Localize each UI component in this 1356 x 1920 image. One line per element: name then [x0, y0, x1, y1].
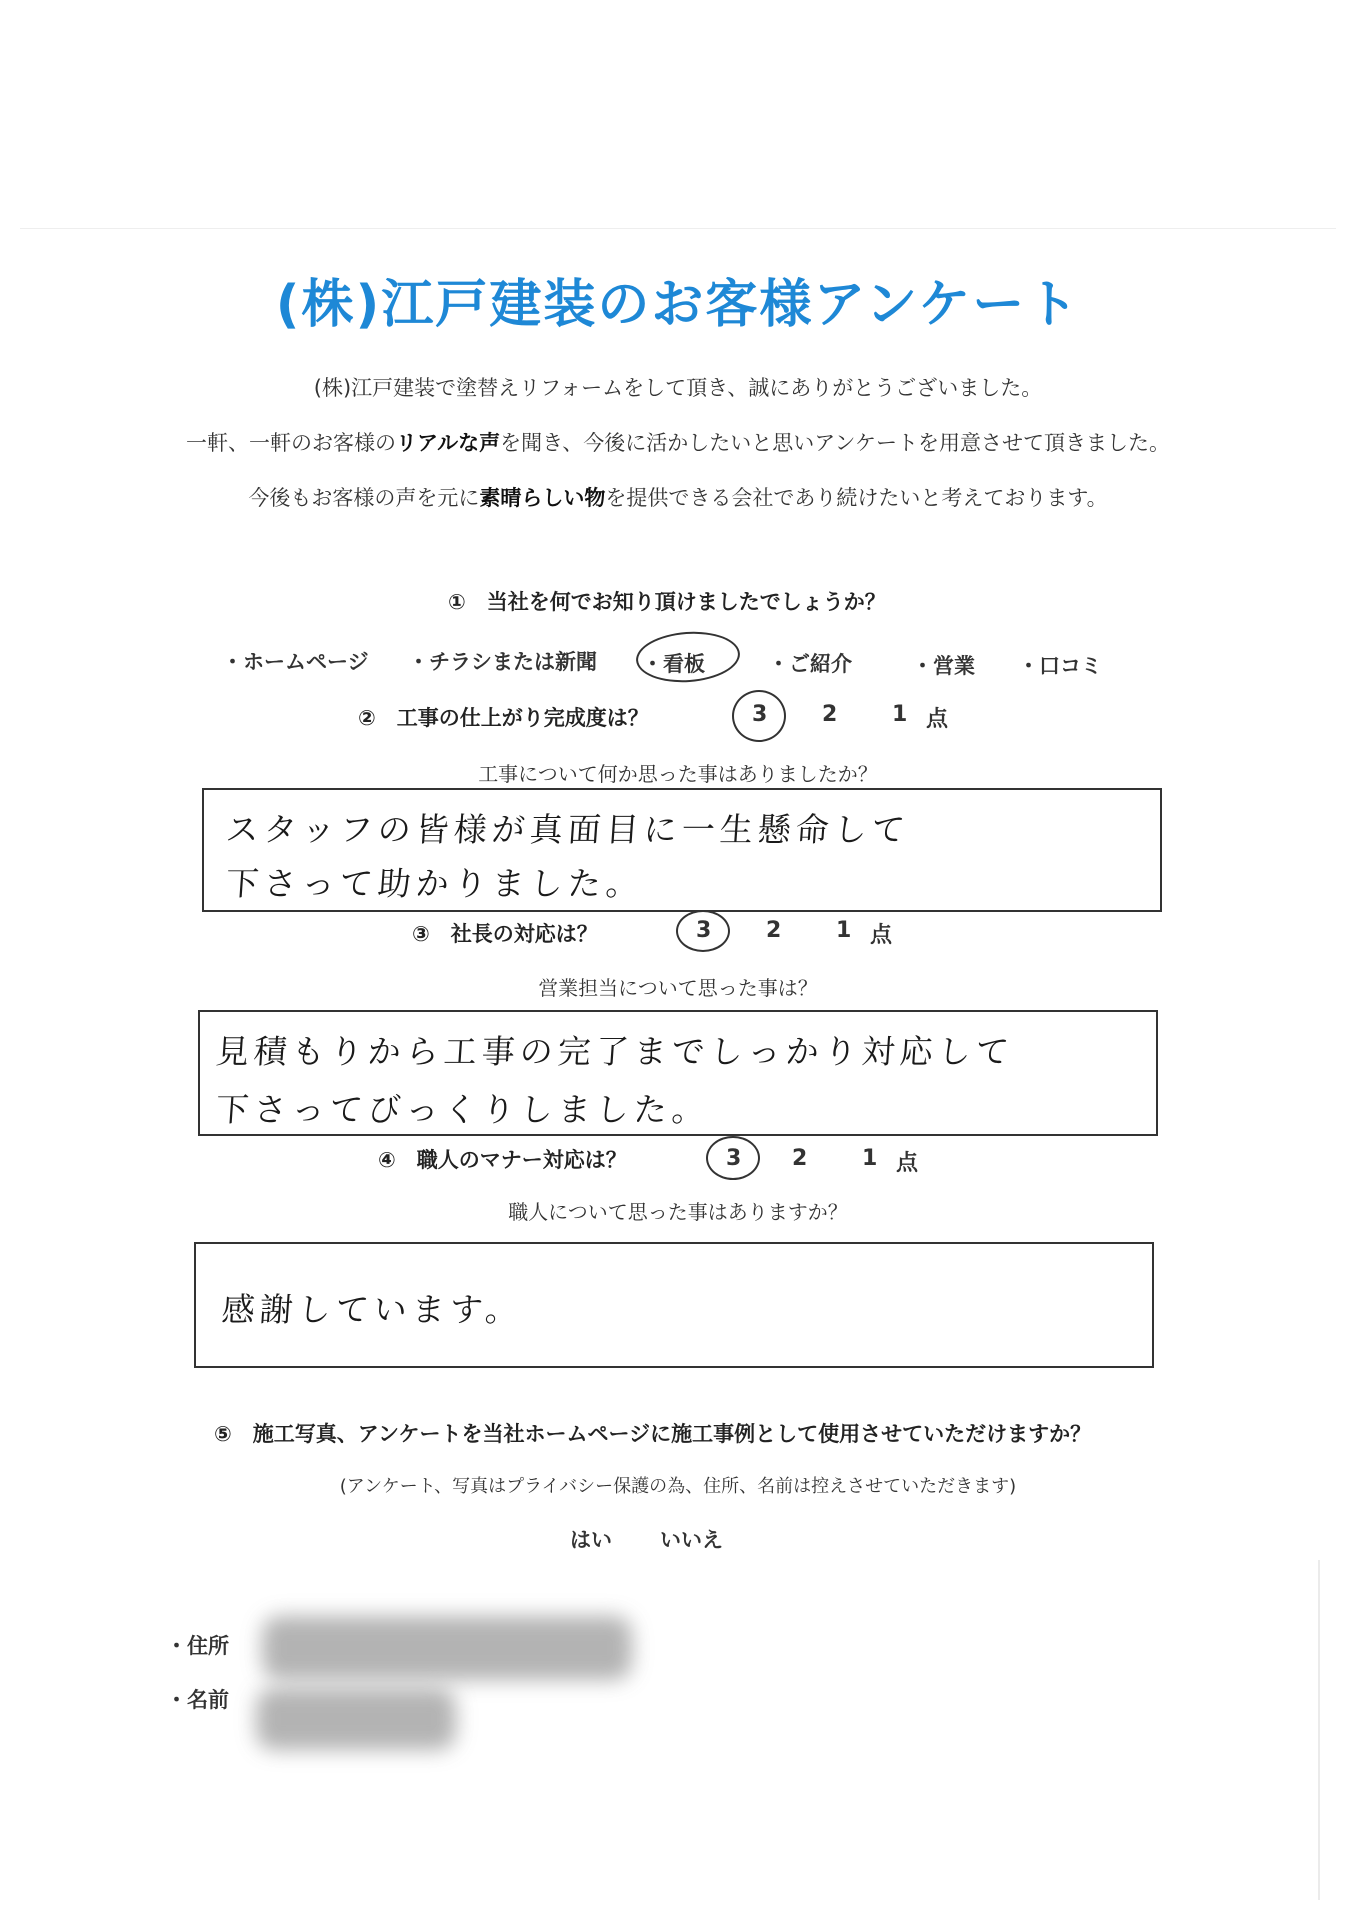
intro-text: を提供できる会社であり続けたいと考えております。	[605, 486, 1108, 510]
address-redacted	[262, 1616, 632, 1680]
name-redacted	[256, 1688, 456, 1750]
q3-comment-line-1: 見積もりから工事の完了までしっかり対応して	[214, 1032, 1016, 1071]
intro-text: 一軒、一軒のお客様の	[185, 431, 396, 455]
q3-score-2[interactable]: 2	[766, 918, 782, 943]
survey-title: (株)江戸建装のお客様アンケート	[275, 275, 1081, 335]
intro-text: を聞き、今後に活かしたいと思いアンケートを用意させて頂きました。	[500, 431, 1171, 455]
q2-comment-box[interactable]	[202, 788, 1162, 912]
q3-score-unit: 点	[870, 923, 893, 948]
q5-privacy-note: (アンケート、写真はプライバシー保護の為、住所、名前は控えさせていただきます)	[339, 1476, 1017, 1497]
q1-option-homepage[interactable]: ・ホームページ	[222, 650, 369, 674]
intro-text: (株)江戸建装で塗替えリフォームをして頂き、誠にありがとうございました。	[313, 376, 1043, 400]
q3-score-1[interactable]: 1	[836, 918, 852, 943]
q1-option-word-of-mouth[interactable]: ・口コミ	[1018, 654, 1102, 678]
q4-comment-prompt: 職人について思った事はありますか？	[508, 1200, 848, 1224]
q1-option-flyer[interactable]: ・チラシまたは新聞	[408, 650, 597, 674]
q3-comment-prompt: 営業担当について思った事は？	[538, 976, 818, 1000]
question-1-label: ① 当社を何でお知り頂けましたでしょうか？	[448, 590, 886, 614]
q4-comment-box[interactable]	[194, 1242, 1154, 1368]
q1-option-referral[interactable]: ・ご紹介	[768, 652, 852, 676]
q5-yes-option[interactable]: はい	[570, 1528, 612, 1552]
q2-score-1[interactable]: 1	[892, 702, 908, 727]
q2-comment-line-2: 下さって助かりました。	[224, 864, 646, 903]
intro-text: 今後もお客様の声を元に	[248, 486, 480, 510]
q5-no-option[interactable]: いいえ	[660, 1528, 723, 1552]
question-4-label: ④ 職人のマナー対応は？	[378, 1148, 627, 1172]
q1-option-sales[interactable]: ・営業	[912, 654, 975, 678]
q2-score-unit: 点	[926, 707, 949, 732]
scan-edge-right	[1318, 1560, 1320, 1900]
intro-line-3	[0, 482, 1356, 512]
question-3-label: ③ 社長の対応は？	[412, 922, 598, 946]
scan-edge-top	[20, 228, 1336, 229]
intro-emphasis: 素晴らしい物	[479, 486, 606, 510]
intro-line-2	[0, 427, 1356, 457]
question-5-label: ⑤ 施工写真、アンケートを当社ホームページに施工事例として使用させていただけますか？	[214, 1422, 1092, 1446]
q4-score-unit: 点	[896, 1151, 919, 1176]
q2-comment-line-1: スタッフの皆様が真面目に一生懸命して	[224, 810, 912, 849]
name-label: ・名前	[166, 1688, 229, 1712]
q3-comment-box[interactable]	[198, 1010, 1158, 1136]
q1-option-signboard[interactable]: ・看板	[642, 652, 705, 676]
q2-score-3[interactable]: 3	[752, 702, 768, 727]
address-label: ・住所	[166, 1634, 229, 1658]
question-2-label: ② 工事の仕上がり完成度は？	[358, 706, 649, 730]
q2-comment-prompt: 工事について何か思った事はありましたか？	[478, 762, 878, 786]
q4-score-2[interactable]: 2	[792, 1146, 808, 1171]
q4-comment-line-1: 感謝しています。	[220, 1290, 525, 1329]
intro-line-1	[0, 372, 1356, 402]
q3-score-3[interactable]: 3	[696, 918, 712, 943]
q2-score-2[interactable]: 2	[822, 702, 838, 727]
q4-score-3[interactable]: 3	[726, 1146, 742, 1171]
q3-comment-line-2: 下さってびっくりしました。	[214, 1090, 712, 1129]
intro-emphasis: リアルな声	[395, 431, 501, 455]
q4-score-1[interactable]: 1	[862, 1146, 878, 1171]
